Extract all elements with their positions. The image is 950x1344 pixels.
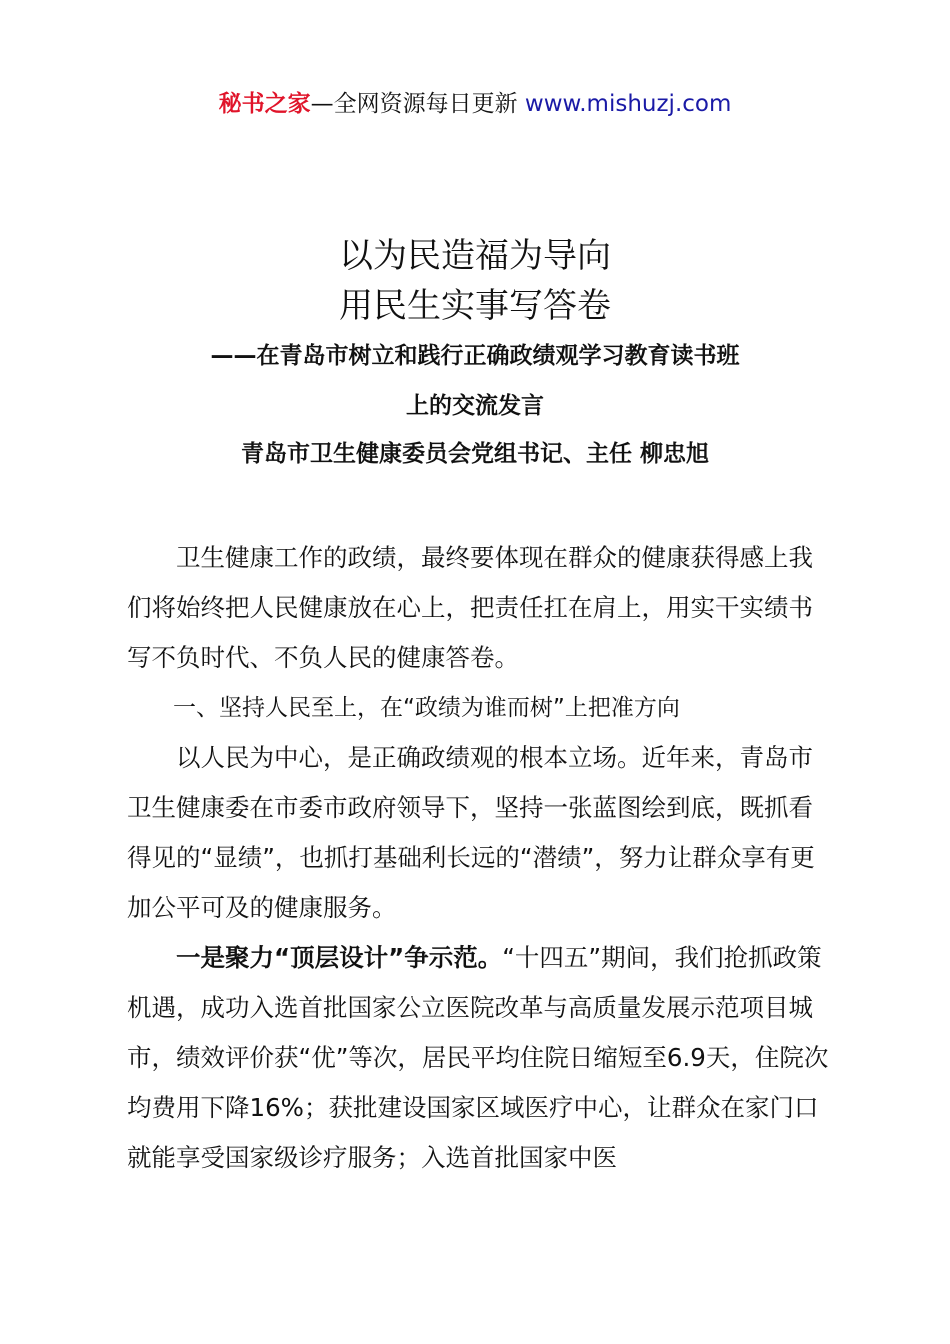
site-header (0, 86, 950, 122)
paragraph-intro: 卫生健康工作的政绩，最终要体现在群众的健康获得感上我们将始终把人民健康放在心上，把责任扛在肩上，用实干实绩书写不负时代、不负人民的健康答卷。 (127, 543, 813, 672)
paragraph-people-centered: 以人民为中心，是正确政绩观的根本立场。近年来，青岛市卫生健康委在市委市政府领导下，坚持一张蓝图绘到底，既抓看得见的“显绩”，也抓打基础利长远的“潜绩”，努力让群众享有更加公平可及的健康服务。 (127, 743, 815, 922)
paragraph-top-design (127, 933, 837, 1183)
brand-name: 秘书之家 (218, 91, 311, 117)
author-line: 青岛市卫生健康委员会党组书记、主任 柳忠旭 (240, 441, 709, 467)
paragraph-body-text: “十四五”期间，我们抢抓政策机遇，成功入选首批国家公立医院改革与高质量发展示范项目城市，绩效评价获“优”等次，居民平均住院日缩短至6.9天，住院次均费用下降16%；获批建设国家区域医疗中心，让群众在家门口就能享受国家级诊疗服务；入选首批国家中医 (127, 943, 829, 1172)
paragraph-lead-text: 一是聚力“顶层设计”争示范。 (176, 943, 503, 972)
title-line-1: 以为民造福为导向 (339, 236, 611, 276)
subtitle-line-2: 上的交流发言 (406, 393, 544, 419)
site-url-link[interactable]: www.mishuzj.com (524, 91, 732, 117)
title-line-2: 用民生实事写答卷 (339, 286, 611, 326)
header-tagline: —全网资源每日更新 (310, 91, 525, 117)
document-body (127, 533, 837, 1183)
subtitle-line-1: ——在青岛市树立和践行正确政绩观学习教育读书班 (210, 343, 740, 369)
section-heading-1: 一、坚持人民至上，在“政绩为谁而树”上把准方向 (173, 695, 680, 721)
